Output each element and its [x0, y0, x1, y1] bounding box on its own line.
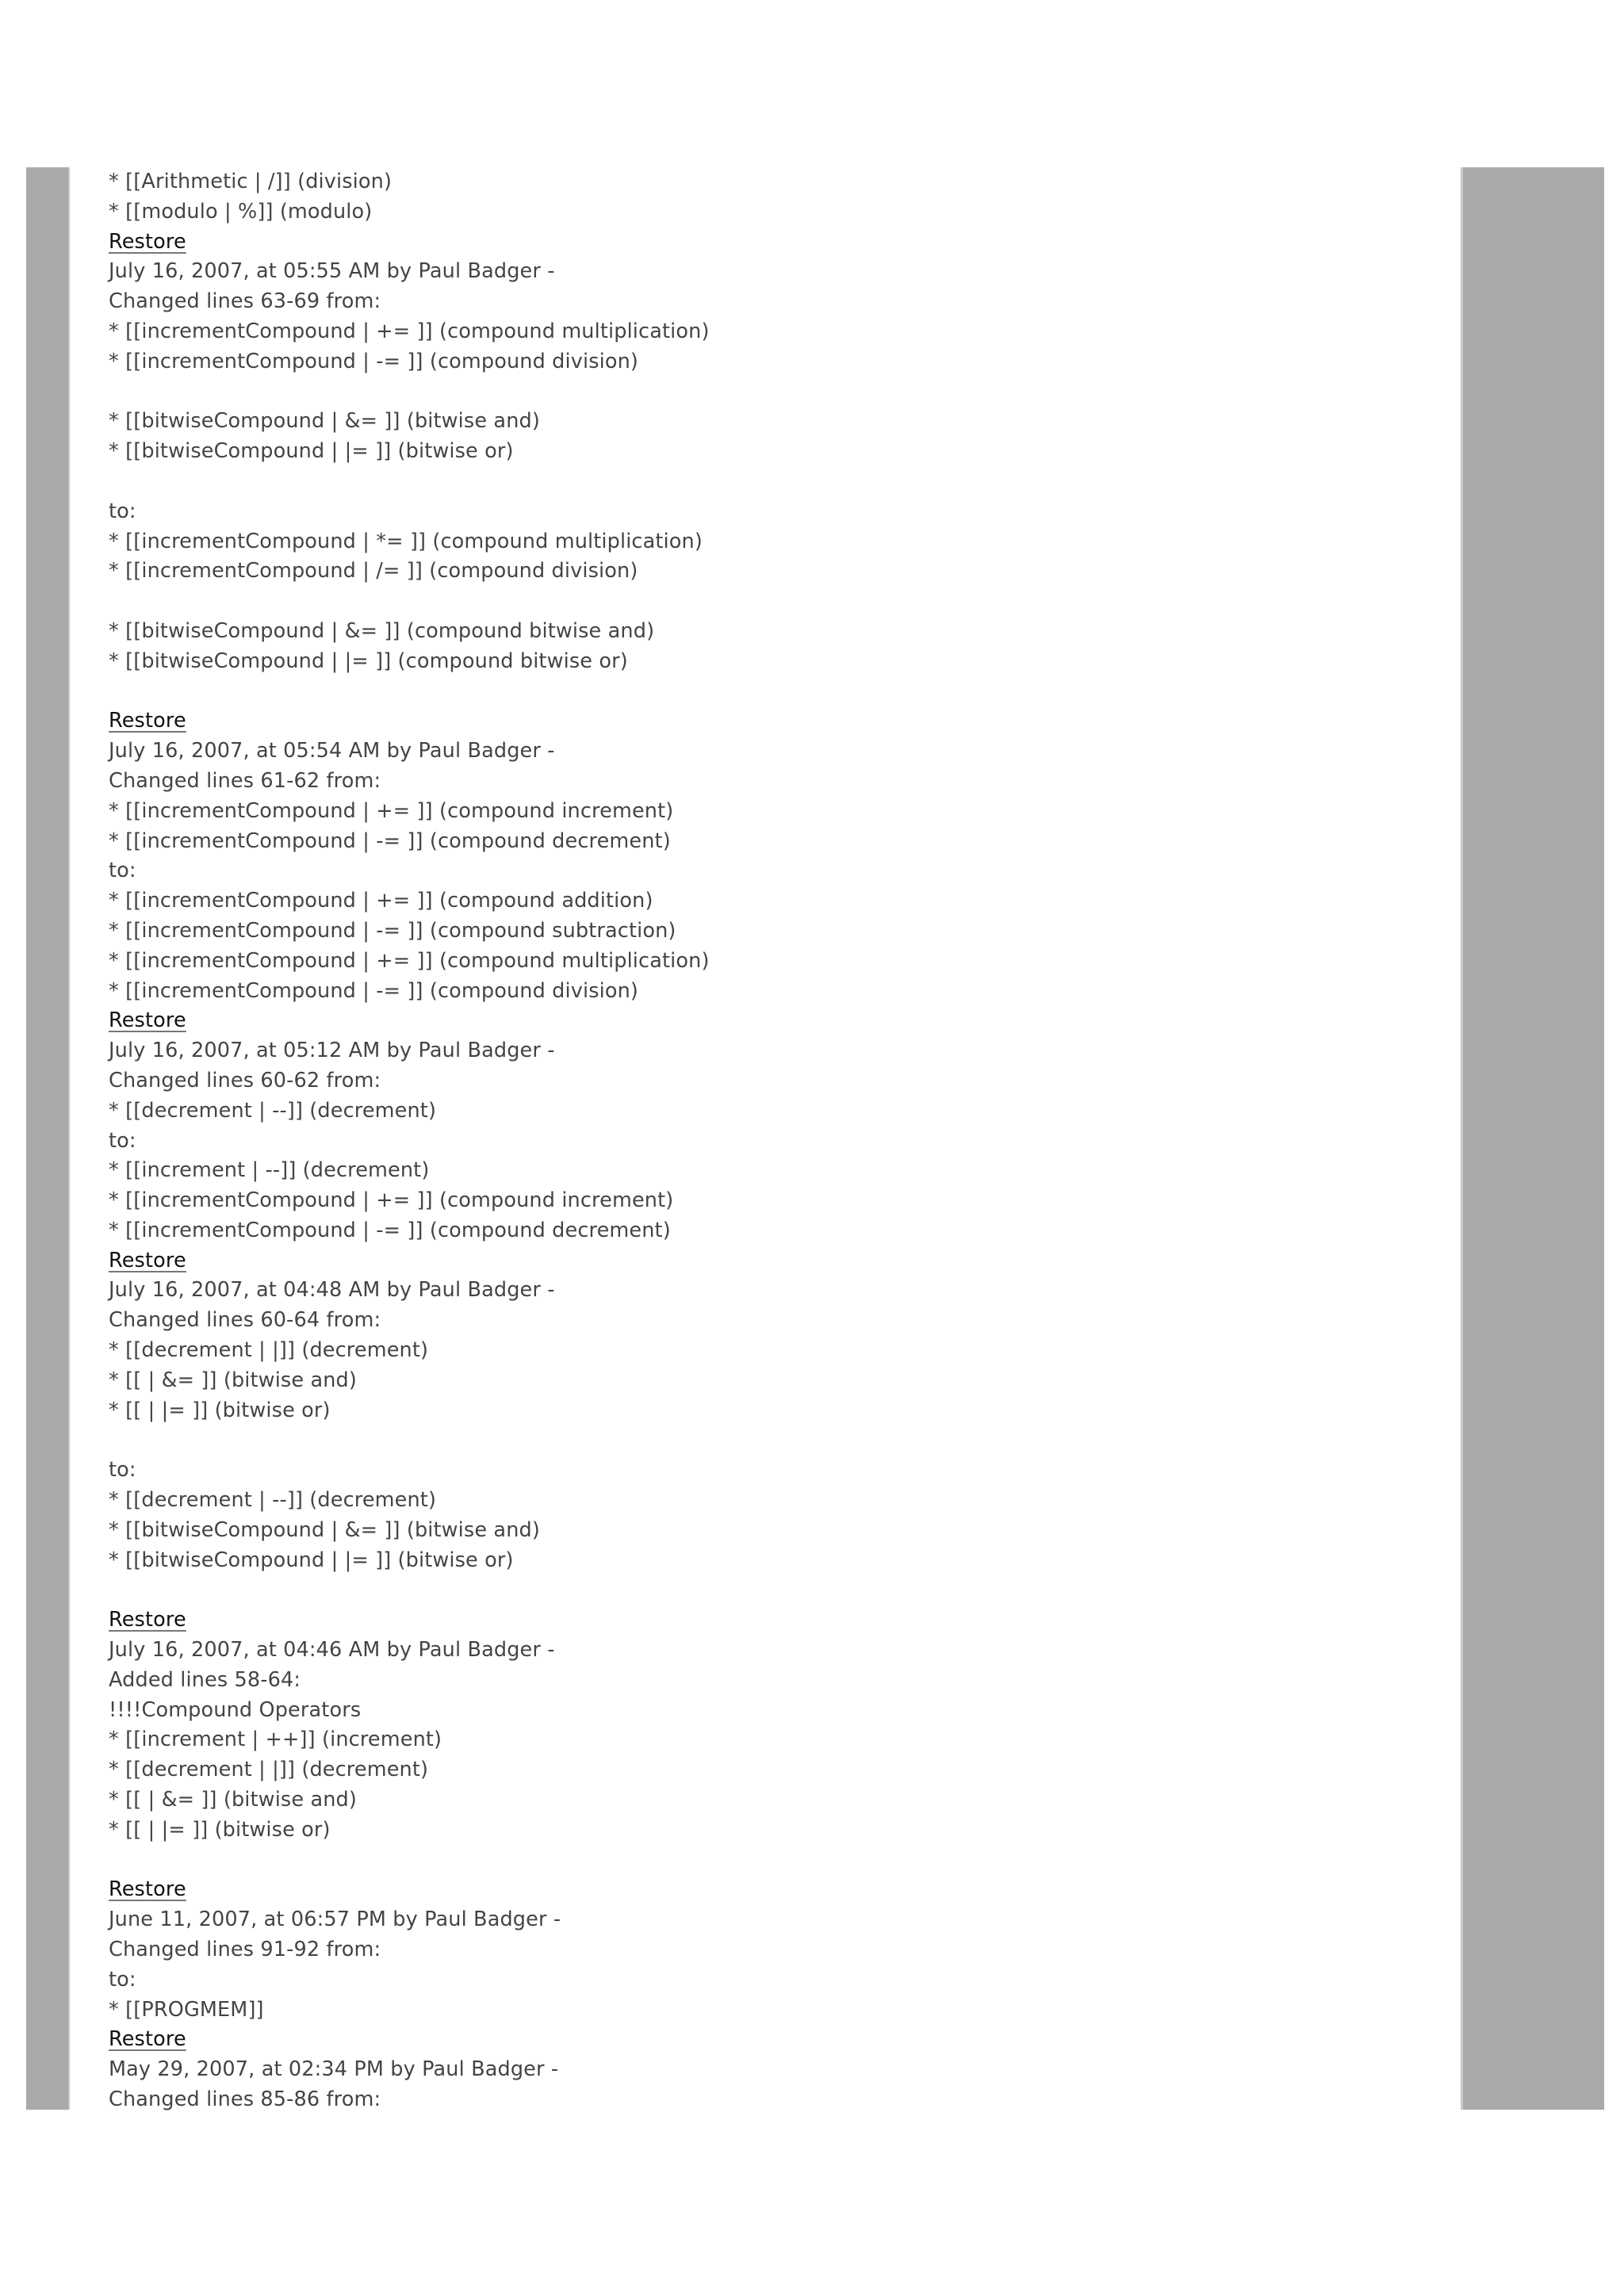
history-line: * [[ | &= ]] (bitwise and): [109, 1788, 357, 1812]
history-line: * [[decrement | --]] (decrement): [109, 1098, 437, 1123]
restore-row: [109, 1605, 1441, 1636]
history-line: * [[bitwiseCompound | &= ]] (compound bitwise and): [109, 618, 655, 643]
history-line: July 16, 2007, at 04:46 AM by Paul Badger -: [109, 1638, 555, 1663]
history-line: Changed lines 60-64 from:: [109, 1308, 381, 1333]
history-line: * [[incrementCompound | += ]] (compound increment): [109, 1188, 674, 1213]
history-line: * [[modulo | %]] (modulo): [109, 199, 373, 224]
restore-link[interactable]: Restore: [109, 229, 186, 254]
history-line: * [[ | |= ]] (bitwise or): [109, 1398, 331, 1422]
history-line: * [[incrementCompound | -= ]] (compound division): [109, 349, 639, 373]
history-line: * [[increment | ++]] (increment): [109, 1728, 442, 1752]
history-line: * [[incrementCompound | -= ]] (compound subtraction): [109, 918, 676, 943]
history-line: to:: [109, 1967, 136, 1992]
history-line: * [[increment | --]] (decrement): [109, 1158, 430, 1183]
history-line: Added lines 58-64:: [109, 1667, 301, 1692]
blank-line: [109, 587, 1441, 617]
history-line: July 16, 2007, at 05:12 AM by Paul Badger -: [109, 1039, 555, 1063]
history-line: * [[bitwiseCompound | |= ]] (compound bitwise or): [109, 649, 628, 673]
history-line: Changed lines 85-86 from:: [109, 2087, 381, 2111]
restore-row: [109, 1875, 1441, 1905]
history-line: * [[incrementCompound | += ]] (compound addition): [109, 889, 653, 913]
history-line: Changed lines 61-62 from:: [109, 768, 381, 793]
history-line: July 16, 2007, at 05:55 AM by Paul Badger -: [109, 259, 555, 284]
restore-row: [109, 706, 1441, 737]
restore-row: [109, 228, 1441, 258]
history-line: July 16, 2007, at 05:54 AM by Paul Badger -: [109, 739, 555, 763]
history-line: * [[ | &= ]] (bitwise and): [109, 1368, 357, 1392]
history-line: * [[incrementCompound | += ]] (compound increment): [109, 798, 674, 823]
history-line: * [[decrement | --]] (decrement): [109, 1488, 437, 1513]
history-line: * [[bitwiseCompound | &= ]] (bitwise and): [109, 1517, 540, 1542]
history-line: May 29, 2007, at 02:34 PM by Paul Badger -: [109, 2057, 559, 2082]
history-line: June 11, 2007, at 06:57 PM by Paul Badger -: [109, 1908, 561, 1932]
restore-row: [109, 1006, 1441, 1036]
history-line: * [[decrement | |]] (decrement): [109, 1338, 429, 1363]
left-margin-bar: [26, 167, 70, 2110]
restore-link[interactable]: Restore: [109, 709, 186, 733]
restore-link[interactable]: Restore: [109, 1877, 186, 1902]
revision-history: [109, 167, 1441, 2115]
history-line: * [[ | |= ]] (bitwise or): [109, 1817, 331, 1842]
restore-row: [109, 2025, 1441, 2055]
blank-line: [109, 1575, 1441, 1605]
blank-line: [109, 1846, 1441, 1876]
history-line: * [[PROGMEM]]: [109, 1997, 264, 2022]
history-line: * [[incrementCompound | -= ]] (compound division): [109, 978, 639, 1003]
history-line: Changed lines 91-92 from:: [109, 1938, 381, 1962]
history-line: * [[Arithmetic | /]] (division): [109, 170, 393, 193]
history-line: to:: [109, 499, 136, 523]
restore-link[interactable]: Restore: [109, 1248, 186, 1272]
history-line: * [[bitwiseCompound | |= ]] (bitwise or): [109, 439, 514, 464]
history-line: to:: [109, 1458, 136, 1483]
history-line: Changed lines 63-69 from:: [109, 289, 381, 314]
history-line: * [[incrementCompound | *= ]] (compound multiplication): [109, 529, 703, 553]
history-line: July 16, 2007, at 04:48 AM by Paul Badger -: [109, 1278, 555, 1303]
blank-line: [109, 677, 1441, 707]
history-line: !!!!Compound Operators: [109, 1697, 362, 1722]
history-line: * [[incrementCompound | /= ]] (compound division): [109, 559, 638, 584]
blank-line: [109, 1425, 1441, 1456]
history-line: * [[bitwiseCompound | &= ]] (bitwise and): [109, 409, 540, 434]
blank-line: [109, 377, 1441, 408]
history-line: * [[incrementCompound | += ]] (compound multiplication): [109, 319, 710, 343]
restore-row: [109, 1246, 1441, 1276]
restore-link[interactable]: Restore: [109, 1008, 186, 1033]
history-line: * [[bitwiseCompound | |= ]] (bitwise or): [109, 1548, 514, 1572]
history-line: * [[incrementCompound | -= ]] (compound decrement): [109, 828, 671, 853]
blank-line: [109, 467, 1441, 497]
restore-link[interactable]: Restore: [109, 1608, 186, 1632]
restore-link[interactable]: Restore: [109, 2027, 186, 2052]
right-margin-bar: [1461, 167, 1604, 2110]
history-line: * [[decrement | |]] (decrement): [109, 1758, 429, 1782]
history-line: Changed lines 60-62 from:: [109, 1068, 381, 1093]
history-line: to:: [109, 1128, 136, 1153]
history-line: to:: [109, 859, 136, 883]
history-line: * [[incrementCompound | -= ]] (compound decrement): [109, 1218, 671, 1242]
history-line: * [[incrementCompound | += ]] (compound multiplication): [109, 948, 710, 973]
